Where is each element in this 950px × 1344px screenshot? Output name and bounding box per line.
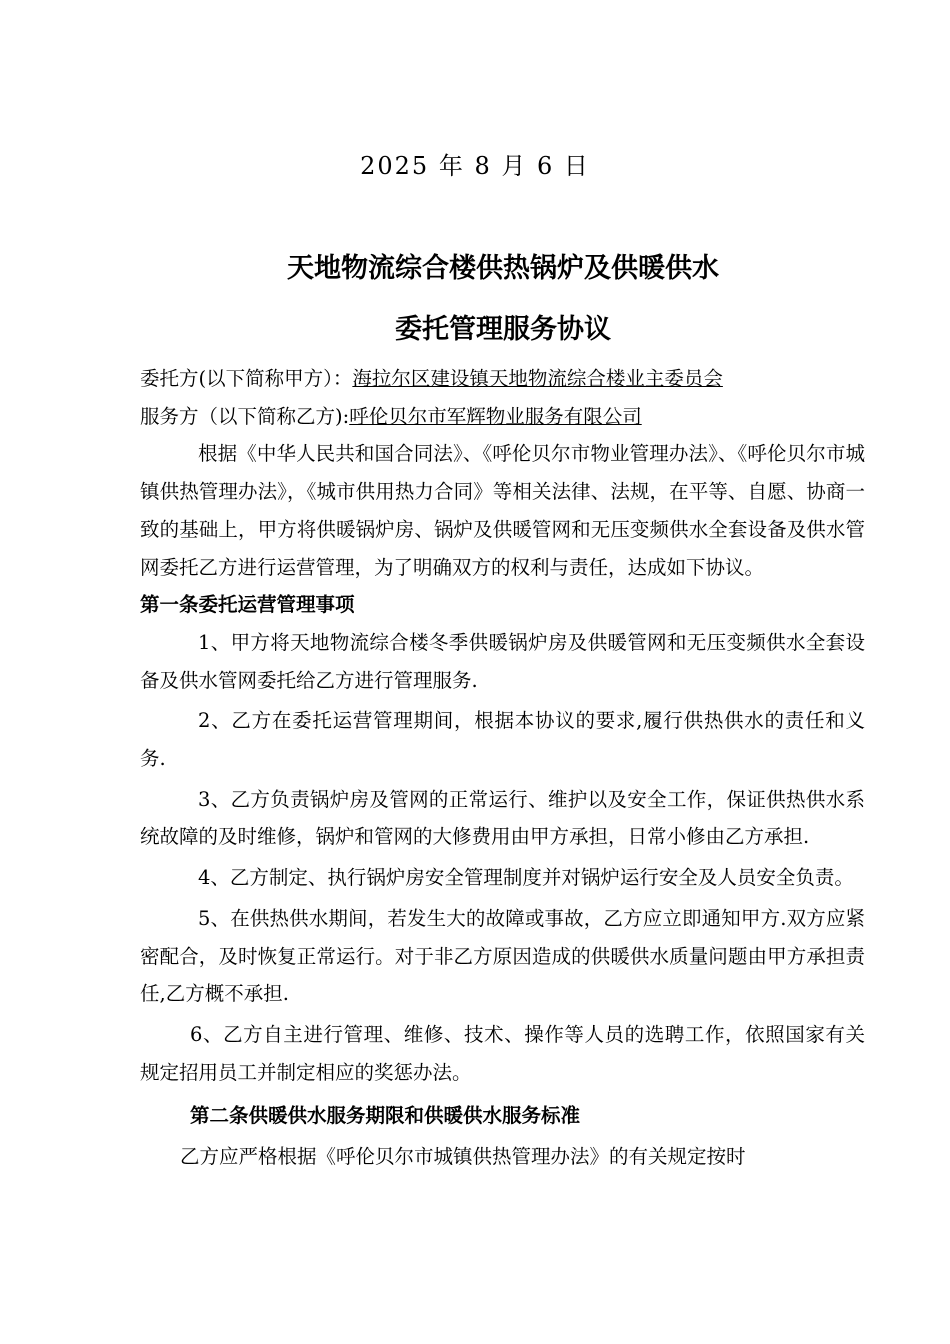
article1-item-6: 6、乙方自主进行管理、维修、技术、操作等人员的选聘工作，依照国家有关规定招用员工并制定相应的奖惩办法。 <box>140 1022 865 1084</box>
party-b-label: 服务方（以下简称乙方): <box>140 404 350 428</box>
article1-item-1: 1、甲方将天地物流综合楼冬季供暖锅炉房及供暖管网和无压变频供水全套设备及供水管网委托给乙方进行管理服务. <box>140 630 865 692</box>
party-a-value: 海拉尔区建设镇天地物流综合楼业主委员会 <box>352 367 723 390</box>
document-title-line1: 天地物流综合楼供热锅炉及供暖供水 <box>287 253 719 284</box>
article1-item-2: 2、乙方在委托运营管理期间，根据本协议的要求,履行供热供水的责任和义务. <box>140 709 865 771</box>
party-b-value: 呼伦贝尔市军辉物业服务有限公司 <box>349 404 642 428</box>
article1-item-4: 4、乙方制定、执行锅炉房安全管理制度并对锅炉运行安全及人员安全负责。 <box>198 866 854 890</box>
document-title-line2: 委托管理服务协议 <box>395 314 611 345</box>
party-a <box>140 360 865 398</box>
article2-title: 第二条供暖供水服务期限和供暖供水服务标准 <box>190 1104 581 1128</box>
article2-first-line: 乙方应严格根据《呼伦贝尔市城镇供热管理办法》的有关规定按时 <box>180 1145 746 1169</box>
article1-item-5: 5、在供热供水期间，若发生大的故障或事故，乙方应立即通知甲方.双方应紧密配合，及时恢复正常运行。对于非乙方原因造成的供暖供水质量问题由甲方承担责任,乙方概不承担. <box>140 906 865 1006</box>
document-body <box>140 360 865 1176</box>
party-b <box>140 398 865 436</box>
party-a-label: 委托方(以下简称甲方）： <box>140 367 353 390</box>
preamble-paragraph: 根据《中华人民共和国合同法》、《呼伦贝尔市物业管理办法》、《呼伦贝尔市城镇供热管理办法》，《城市供用热力合同》等相关法律、法规，在平等、自愿、协商一致的基础上，甲方将供暖锅炉房、锅炉及供暖管网和无压变频供水全套设备及供水管网委托乙方进行运营管理，为了明确双方的权利与责任，达成如下协议。 <box>140 442 865 579</box>
document-date: 2025 年 8 月 6 日 <box>360 152 590 180</box>
article1-title: 第一条委托运营管理事项 <box>140 593 355 617</box>
article1-item-3: 3、乙方负责锅炉房及管网的正常运行、维护以及安全工作，保证供热供水系统故障的及时维修，锅炉和管网的大修费用由甲方承担，日常小修由乙方承担. <box>140 787 865 849</box>
